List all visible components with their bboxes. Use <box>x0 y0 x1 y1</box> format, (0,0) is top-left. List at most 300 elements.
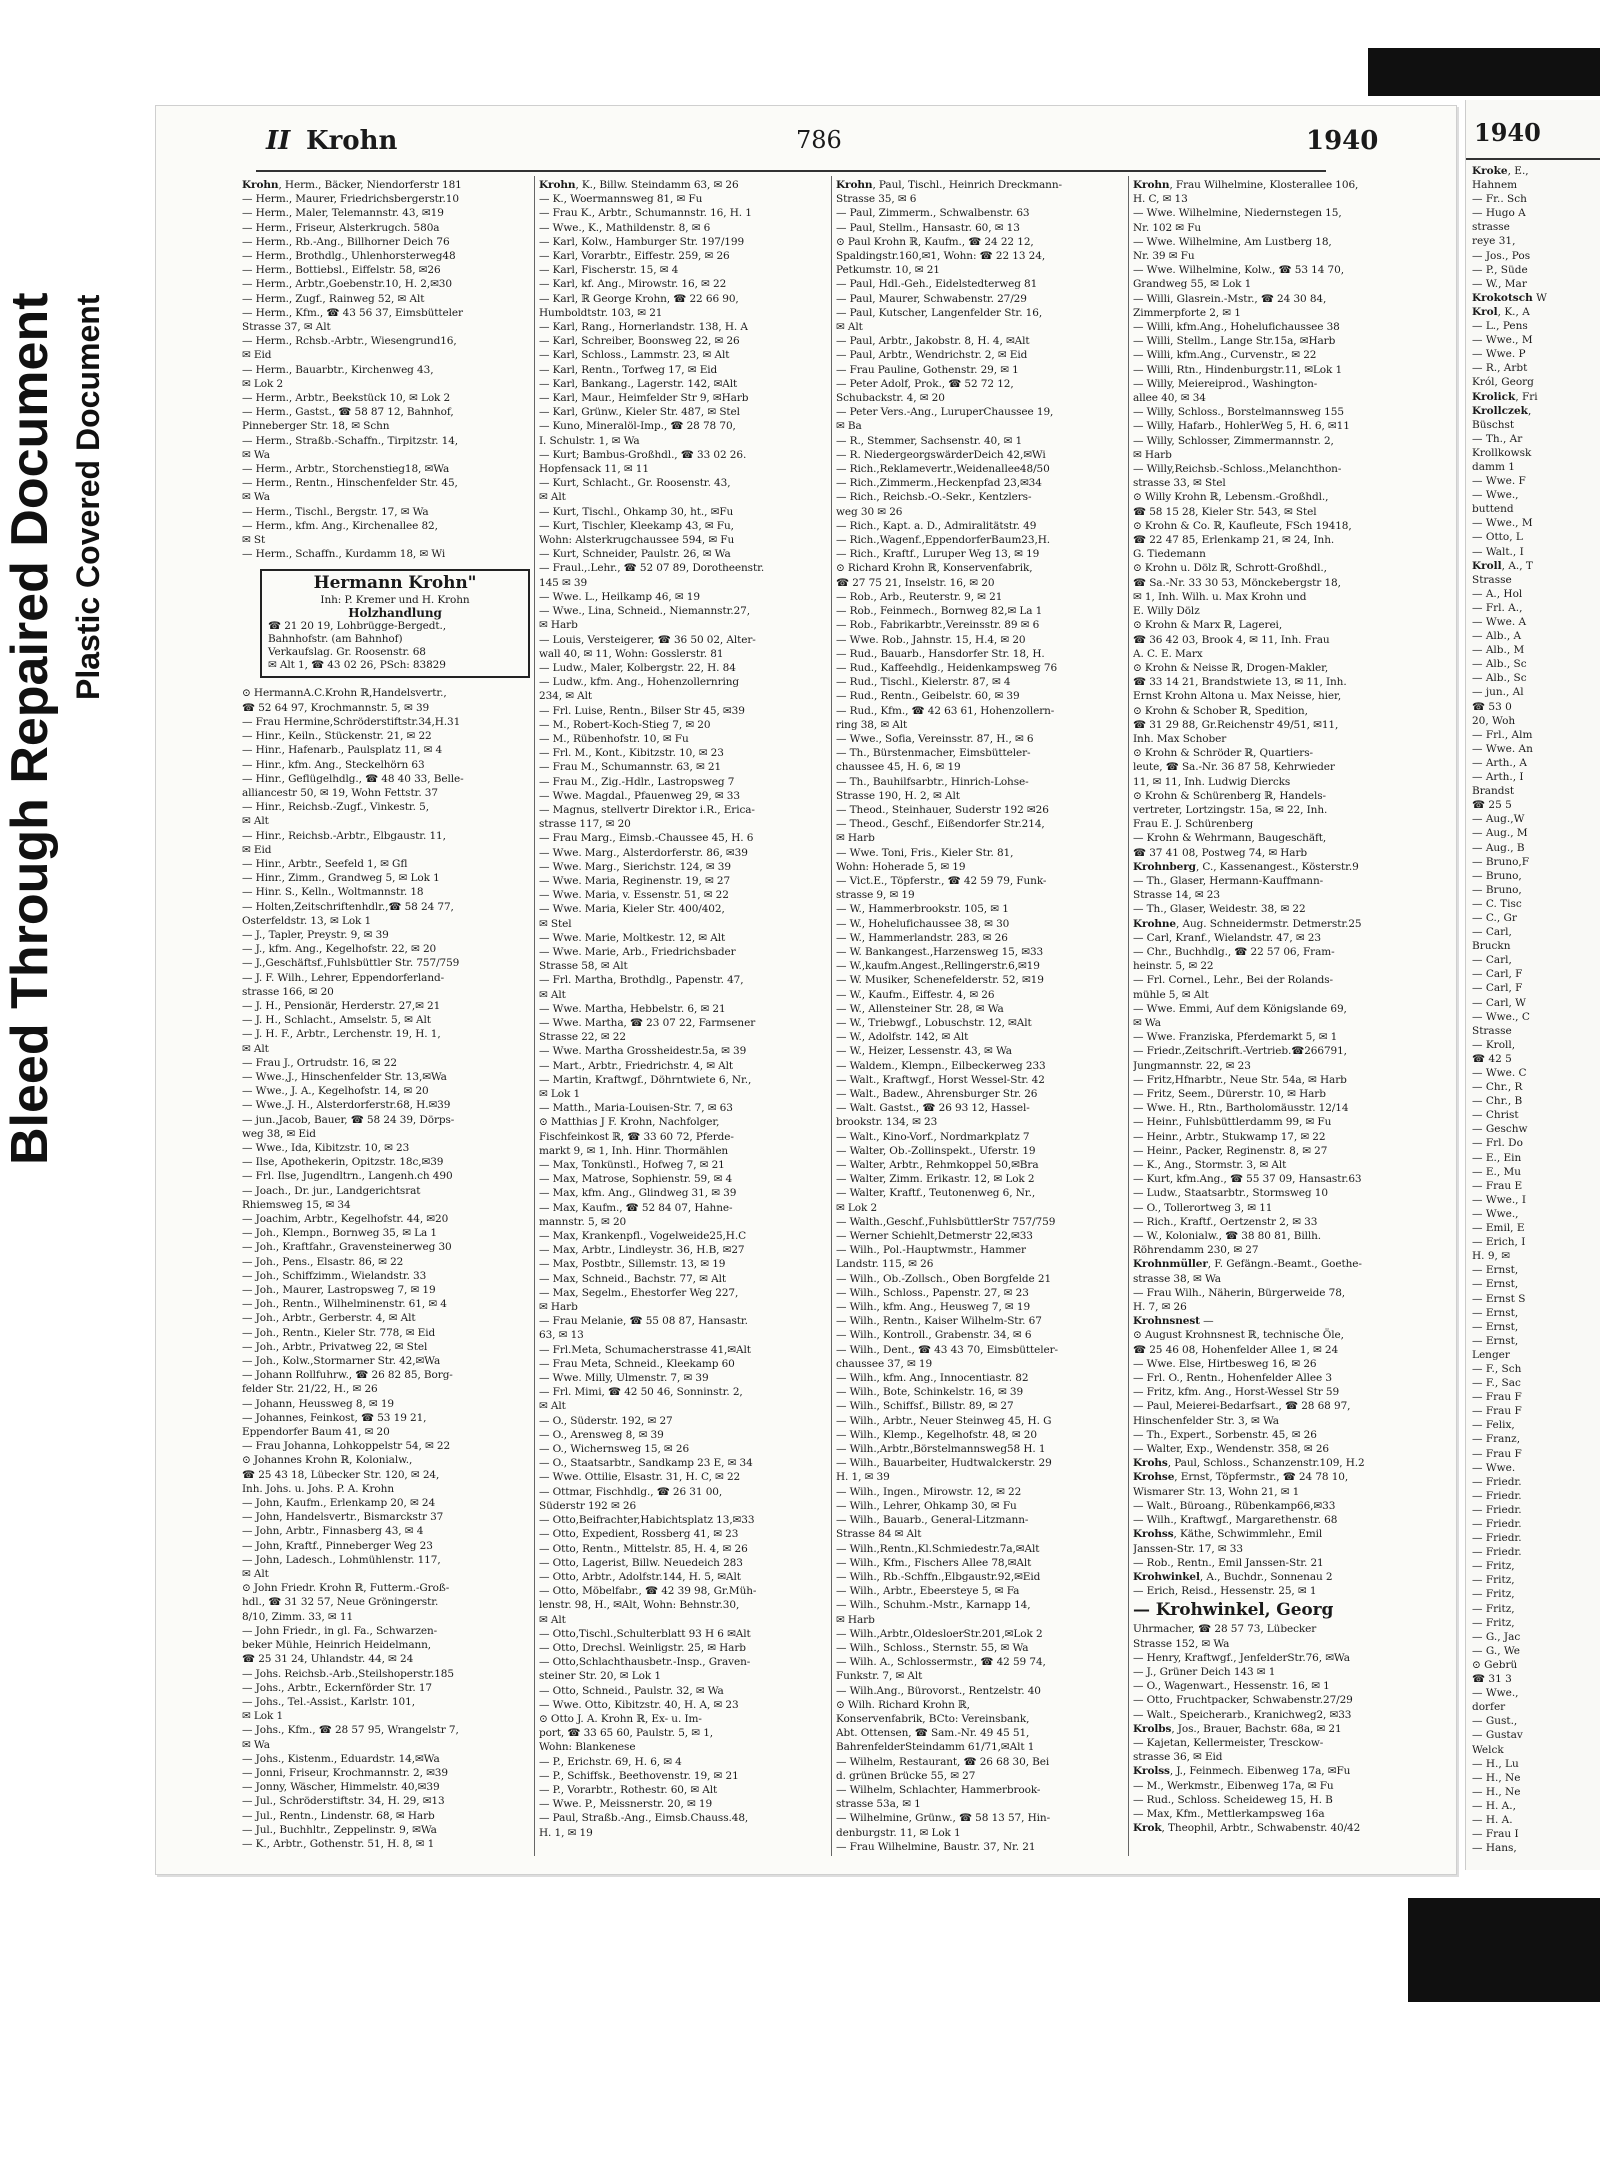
directory-entry: — Rich., Kraftf., Luruper Weg 13, ✉ 19 <box>836 548 1040 561</box>
directory-entry: — John, Kraftf., Pinneberger Weg 23 <box>242 1539 433 1552</box>
directory-entry: ⊙ Krohn & Schürenberg ℝ, Handels- <box>1133 789 1326 802</box>
directory-entry: — J. H., Pensionär, Herderstr. 27,✉ 21 <box>242 999 441 1012</box>
directory-entry: E. Willy Dölz <box>1133 605 1200 618</box>
directory-entry: ✉ Alt <box>242 815 269 828</box>
directory-entry: Wohn: Blankenese <box>539 1741 636 1754</box>
directory-entry: — Herm., Rchsb.-Arbtr., Wiesengrund16, <box>242 335 457 348</box>
directory-entry: — Max, Kfm., Mettlerkampsweg 16a <box>1133 1807 1325 1820</box>
directory-entry: Wohn: Hoherade 5, ✉ 19 <box>836 860 966 873</box>
directory-entry: Strasse 37, ✉ Alt <box>242 321 331 334</box>
directory-entry: — Mart., Arbtr., Friedrichstr. 4, ✉ Alt <box>539 1059 734 1072</box>
directory-entry: — Johs., Kfm., ☎ 28 57 95, Wrangelstr 7, <box>242 1724 459 1737</box>
adjacent-entry: — Alb., A <box>1472 630 1522 643</box>
directory-entry: — Max, Segelm., Ehestorfer Weg 227, <box>539 1286 739 1299</box>
directory-entry: — Herm., Arbtr., Beekstück 10, ✉ Lok 2 <box>242 392 451 405</box>
directory-entry: Osterfeldstr. 13, ✉ Lok 1 <box>242 914 372 927</box>
directory-entry: — Rich.,Reklamevertr.,Weidenallee48/50 <box>836 463 1050 476</box>
directory-entry: — Louis, Versteigerer, ☎ 36 50 02, Alter- <box>539 633 756 646</box>
directory-entry: ⊙ Krohn & Marx ℝ, Lagerei, <box>1133 619 1283 632</box>
directory-entry: ✉ St <box>242 534 266 547</box>
directory-column-2 <box>539 178 831 1868</box>
adjacent-entry: — Fritz, <box>1472 1560 1515 1573</box>
directory-entry: — Ottmar, Fischhdlg., ☎ 26 31 00, <box>539 1485 723 1498</box>
directory-entry: — Hinr., Reichsb.-Zugf., Vinkestr. 5, <box>242 801 429 814</box>
directory-entry: — Kurt, kfm.Ang., ☎ 55 37 09, Hansastr.63 <box>1133 1173 1362 1186</box>
directory-entry: — Max, Krankenpfl., Vogelweide25,H.C <box>539 1230 747 1243</box>
adjacent-entry: H. 9, ✉ <box>1472 1250 1510 1263</box>
directory-entry: Rhiemsweg 15, ✉ 34 <box>242 1198 351 1211</box>
directory-entry: — Wwe. Franziska, Pferdemarkt 5, ✉ 1 <box>1133 1031 1338 1044</box>
directory-entry: — W., Triebwgf., Lobuschstr. 12, ✉Alt <box>836 1016 1032 1029</box>
directory-entry: — Chr., Buchhdlg., ☎ 22 57 06, Fram- <box>1133 945 1335 958</box>
directory-entry: — Willi, Glasrein.-Mstr., ☎ 24 30 84, <box>1133 292 1327 305</box>
directory-entry: ⊙ August Krohnsnest ℝ, technische Öle, <box>1133 1329 1344 1342</box>
directory-entry: — Hinr., Geflügelhdlg., ☎ 48 40 33, Belle- <box>242 772 464 785</box>
directory-entry: — Hinr. S., Kelln., Woltmannstr. 18 <box>242 886 424 899</box>
directory-entry: — Th., Bauhilfsarbtr., Hinrich-Lohse- <box>836 775 1029 788</box>
directory-entry: — Joh., Klempn., Bornweg 35, ✉ La 1 <box>242 1227 438 1240</box>
directory-entry: — Walter, Exp., Wendenstr. 358, ✉ 26 <box>1133 1443 1330 1456</box>
adjacent-entry: — Gustav <box>1472 1729 1523 1742</box>
directory-entry: — Wilh., Bote, Schinkelstr. 16, ✉ 39 <box>836 1386 1024 1399</box>
directory-entry: — Frl. Luise, Rentn., Bilser Str 45, ✉39 <box>539 704 745 717</box>
directory-entry: — Karl, Schreiber, Boonsweg 22, ✉ 26 <box>539 335 740 348</box>
directory-entry: — Wilh., Schloss., Papenstr. 27, ✉ 23 <box>836 1286 1029 1299</box>
directory-entry: — Theod., Geschf., Eißendorfer Str.214, <box>836 818 1045 831</box>
directory-entry: — Ludw., Staatsarbtr., Stormsweg 10 <box>1133 1187 1328 1200</box>
directory-entry: — Rob., Rentn., Emil Janssen-Str. 21 <box>1133 1556 1324 1569</box>
adjacent-entry: — Friedr. <box>1472 1489 1522 1502</box>
adjacent-entry: — Chr., B <box>1472 1095 1523 1108</box>
directory-entry: — J.,Geschäftsf.,Fuhlsbüttler Str. 757/759 <box>242 957 460 970</box>
directory-entry: — Herm., Kfm., ☎ 43 56 37, Eimsbütteler <box>242 306 463 319</box>
directory-entry: — jun.,Jacob, Bauer, ☎ 58 24 39, Dörps- <box>242 1113 455 1126</box>
directory-entry: denburgstr. 11, ✉ Lok 1 <box>836 1826 961 1839</box>
directory-entry: — Herm., Bottiebsl., Eiffelstr. 58, ✉26 <box>242 264 441 277</box>
directory-entry: ⊙ Wilh. Richard Krohn ℝ, <box>836 1698 970 1711</box>
directory-entry: — Frl. Mimi, ☎ 42 50 46, Sonninstr. 2, <box>539 1386 743 1399</box>
directory-entry: — Karl, Vorarbtr., Eiffestr. 259, ✉ 26 <box>539 250 730 263</box>
directory-entry: 8/10, Zimm. 33, ✉ 11 <box>242 1610 354 1623</box>
directory-entry: Schubackstr. 4, ✉ 20 <box>836 392 945 405</box>
directory-entry: — Herm., Bauarbtr., Kirchenweg 43, <box>242 363 434 376</box>
directory-entry: — Frau M., Zig.-Hdlr., Lastropsweg 7 <box>539 775 735 788</box>
adjacent-entry: — E., Mu <box>1472 1165 1522 1178</box>
adjacent-entry: — Friedr. <box>1472 1546 1522 1559</box>
adjacent-entry: — Frl., Alm <box>1472 728 1533 741</box>
directory-entry: — Jul., Buchhltr., Zeppelinstr. 9, ✉Wa <box>242 1823 437 1836</box>
directory-entry: — Herm., Maler, Telemannstr. 43, ✉19 <box>242 207 444 220</box>
adjacent-page-strip <box>1465 100 1600 1870</box>
directory-entry: — Hinr., Keiln., Stückenstr. 21, ✉ 22 <box>242 730 432 743</box>
directory-entry: — Wwe., Sofia, Vereinsstr. 87, H., ✉ 6 <box>836 732 1034 745</box>
directory-entry: — Carl, Kranf., Wielandstr. 47, ✉ 23 <box>1133 931 1321 944</box>
directory-entry: — Wilh., Rentn., Kaiser Wilhelm-Str. 67 <box>836 1315 1042 1328</box>
directory-entry: — Kajetan, Kellermeister, Tresckow- <box>1133 1736 1324 1749</box>
directory-entry: — Willy, Meiereiprod., Washington- <box>1133 377 1318 390</box>
directory-entry: — Wilh., Rb.-Schffn.,Elbgaustr.92,✉Eid <box>836 1570 1041 1583</box>
adjacent-entry: — Fritz, <box>1472 1574 1515 1587</box>
directory-entry: — Max, Postbtr., Sillemstr. 13, ✉ 19 <box>539 1258 726 1271</box>
directory-entry: — Paul, Hdl.-Geh., Eidelstedterweg 81 <box>836 278 1038 291</box>
adjacent-entry: — Frau F <box>1472 1391 1522 1404</box>
directory-entry: — Joh., Schiffzimm., Wielandstr. 33 <box>242 1269 427 1282</box>
directory-entry: — Rud., Bauarb., Hansdorfer Str. 18, H. <box>836 647 1045 660</box>
adjacent-entry: Hahnem <box>1472 179 1518 192</box>
directory-entry: — Karl, Rentn., Torfweg 17, ✉ Eid <box>539 363 718 376</box>
directory-entry: — Martin, Kraftwgf., Döhrntwiete 6, Nr., <box>539 1073 752 1086</box>
directory-entry: ✉ Eid <box>242 843 272 856</box>
directory-entry: ✉ Alt <box>539 1400 566 1413</box>
directory-entry: — Wwe. L., Heilkamp 46, ✉ 19 <box>539 590 700 603</box>
directory-entry: — Wwe. Wilhelmine, Niedernstegen 15, <box>1133 207 1342 220</box>
directory-entry: Strasse 190, H. 2, ✉ Alt <box>836 789 960 802</box>
directory-entry: — Wilh., Kfm., Fischers Allee 78,✉Alt <box>836 1556 1032 1569</box>
directory-entry: — Frl. M., Kont., Kibitzstr. 10, ✉ 23 <box>539 747 724 760</box>
directory-entry: ⊙ Paul Krohn ℝ, Kaufm., ☎ 24 22 12, <box>836 235 1034 248</box>
directory-entry: Inh. Johs. u. Johs. P. A. Krohn <box>242 1482 394 1495</box>
directory-entry: — W., Hammerbrookstr. 105, ✉ 1 <box>836 903 1009 916</box>
directory-entry: Krohss, Käthe, Schwimmlehr., Emil <box>1133 1528 1323 1541</box>
directory-entry: ☎ Sa.-Nr. 33 30 53, Mönckebergstr 18, <box>1133 576 1341 589</box>
adjacent-entry: — Aug.,W <box>1472 813 1525 826</box>
directory-entry: — Henry, Kraftwgf., JenfelderStr.76, ✉Wa <box>1133 1651 1350 1664</box>
directory-entry: — Max, kfm. Ang., Glindweg 31, ✉ 39 <box>539 1187 737 1200</box>
directory-entry: — Fritz, kfm. Ang., Horst-Wessel Str 59 <box>1133 1386 1340 1399</box>
directory-entry: ⊙ Otto J. A. Krohn ℝ, Ex- u. Im- <box>539 1712 702 1725</box>
directory-entry: — John, Ladesch., Lohmühlenstr. 117, <box>242 1553 441 1566</box>
adjacent-entry: — Friedr. <box>1472 1532 1522 1545</box>
directory-entry: — P., Vorarbtr., Rothestr. 60, ✉ Alt <box>539 1783 718 1796</box>
directory-entry: — Theod., Steinhauer, Suderstr 192 ✉26 <box>836 803 1049 816</box>
directory-entry: 63, ✉ 13 <box>539 1329 584 1342</box>
directory-entry: Krohn, Paul, Tischl., Heinrich Dreckmann- <box>836 179 1062 191</box>
directory-entry: leute, ☎ Sa.-Nr. 36 87 58, Kehrwieder <box>1133 761 1335 774</box>
adjacent-entry: Brandst <box>1472 785 1515 798</box>
directory-entry: — Herm., Rentn., Hinschenfelder Str. 45, <box>242 477 458 490</box>
adjacent-entry: — F., Sch <box>1472 1362 1522 1375</box>
directory-entry: ⊙ Krohn & Neisse ℝ, Drogen-Makler, <box>1133 661 1329 674</box>
adjacent-entry: — Alb., Sc <box>1472 658 1527 671</box>
directory-entry: — Otto, Möbelfabr., ☎ 42 39 98, Gr.Müh- <box>539 1585 757 1598</box>
directory-entry: — Johannes, Feinkost, ☎ 53 19 21, <box>242 1411 427 1424</box>
directory-entry: — Walt., Badew., Ahrensburger Str. 26 <box>836 1088 1038 1100</box>
adjacent-entry: Krolick, Fri <box>1472 390 1538 403</box>
directory-entry: ✉ Stel <box>539 917 572 930</box>
directory-entry: — Otto,Schlachthausbetr.-Insp., Graven- <box>539 1656 751 1669</box>
directory-entry: — Wilh., Kontroll., Grabenstr. 34, ✉ 6 <box>836 1329 1032 1342</box>
directory-entry: Krohs, Paul, Schloss., Schanzenstr.109, H.2 <box>1133 1457 1365 1470</box>
directory-entry: — Wilh., Ingen., Mirowstr. 12, ✉ 22 <box>836 1485 1022 1498</box>
directory-entry: ✉ Wa <box>1133 1016 1161 1029</box>
directory-entry: ⊙ Johannes Krohn ℝ, Kolonialw., <box>242 1454 413 1467</box>
directory-entry: — Wwe. Rob., Jahnstr. 15, H.4, ✉ 20 <box>836 633 1026 646</box>
column-divider <box>534 176 535 1856</box>
directory-entry: — Wwe. Milly, Ulmenstr. 7, ✉ 39 <box>539 1372 709 1385</box>
directory-entry: — Wwe.,J. H., Alsterdorferstr.68, H.✉39 <box>242 1099 451 1112</box>
directory-entry: — Paul, Stellm., Hansastr. 60, ✉ 13 <box>836 221 1020 234</box>
directory-entry: 145 ✉ 39 <box>539 576 588 589</box>
directory-entry: — Paul, Maurer, Schwabenstr. 27/29 <box>836 292 1027 305</box>
adjacent-entry: — Alb., M <box>1472 644 1525 657</box>
directory-entry: H. C, ✉ 13 <box>1133 193 1188 206</box>
directory-entry: — K., Ang., Stormstr. 3, ✉ Alt <box>1133 1159 1287 1172</box>
directory-entry: — Willi, Stellm., Lange Str.15a, ✉Harb <box>1133 335 1336 348</box>
directory-entry: — Erich, Reisd., Hessenstr. 25, ✉ 1 <box>1133 1585 1317 1598</box>
directory-entry: — Herm., Gastst., ☎ 58 87 12, Bahnhof, <box>242 406 454 419</box>
directory-entry: — Th., Glaser, Hermann-Kauffmann- <box>1133 874 1324 887</box>
directory-entry: — Wwe.,J., Hinschenfelder Str. 13,✉Wa <box>242 1070 447 1083</box>
directory-entry: — Jul., Schröderstiftstr. 34, H. 29, ✉13 <box>242 1795 445 1808</box>
directory-entry: Krohwinkel, A., Buchdr., Sonnenau 2 <box>1133 1570 1333 1583</box>
adjacent-entry: — Ernst, <box>1472 1278 1519 1291</box>
directory-entry: strasse 38, ✉ Wa <box>1133 1272 1221 1285</box>
directory-entry: — Hinr., kfm. Ang., Steckelhörn 63 <box>242 758 425 771</box>
directory-entry: Ernst Krohn Altona u. Max Neisse, hier, <box>1133 690 1342 703</box>
directory-entry: ⊙ John Friedr. Krohn ℝ, Futterm.-Groß- <box>242 1582 450 1595</box>
directory-entry: — Wwe. Ottilie, Elsastr. 31, H. C, ✉ 22 <box>539 1471 741 1484</box>
directory-entry: ✉ Alt <box>836 321 863 334</box>
directory-entry: — Willy,Reichsb.-Schloss.,Melanchthon- <box>1133 463 1342 476</box>
directory-entry: — W., Heizer, Lessenstr. 43, ✉ Wa <box>836 1045 1012 1058</box>
directory-entry: — Hinr., Hafenarb., Paulsplatz 11, ✉ 4 <box>242 744 443 757</box>
directory-entry: — Rud., Tischl., Kielerstr. 87, ✉ 4 <box>836 676 1011 689</box>
directory-entry: ✉ Harb <box>539 619 578 632</box>
directory-entry: — Karl, Fischerstr. 15, ✉ 4 <box>539 264 679 277</box>
directory-entry: port, ☎ 33 65 60, Paulstr. 5, ✉ 1, <box>539 1727 714 1740</box>
adjacent-entry: — Wwe., <box>1472 489 1519 502</box>
directory-entry: — Paul, Meierei-Bedarfsart., ☎ 28 68 97, <box>1133 1400 1351 1413</box>
directory-entry: — Max, Matrose, Sophienstr. 59, ✉ 4 <box>539 1173 733 1186</box>
directory-entry: ☎ 37 41 08, Postweg 74, ✉ Harb <box>1133 846 1308 859</box>
directory-entry: — Paul, Kutscher, Langenfelder Str. 16, <box>836 306 1043 319</box>
directory-entry: H. 7, ✉ 26 <box>1133 1301 1187 1314</box>
directory-entry: ✉ Harb <box>539 1301 578 1314</box>
directory-entry: Pinneberger Str. 18, ✉ Schn <box>242 420 390 433</box>
directory-entry: — Wwe. Marie, Moltkestr. 12, ✉ Alt <box>539 931 726 944</box>
adjacent-entry: Büschst <box>1472 418 1515 431</box>
directory-entry: Jungmannstr. 22, ✉ 23 <box>1133 1059 1251 1072</box>
directory-entry: strasse 33, ✉ Stel <box>1133 477 1226 490</box>
adjacent-entry: — Ernst, <box>1472 1334 1519 1347</box>
directory-entry: — Wwe. Maria, Reginenstr. 19, ✉ 27 <box>539 874 731 887</box>
directory-entry: strasse 9, ✉ 19 <box>836 889 915 902</box>
directory-entry: Strasse 35, ✉ 6 <box>836 193 917 206</box>
directory-entry: — R., Stemmer, Sachsenstr. 40, ✉ 1 <box>836 434 1023 447</box>
directory-entry: chaussee 45, H. 6, ✉ 19 <box>836 761 961 774</box>
directory-entry: ✉ Ba <box>836 420 862 433</box>
directory-entry: — Rud., Kaffeehdlg., Heidenkampsweg 76 <box>836 661 1058 674</box>
adjacent-entry: — C., Gr <box>1472 911 1517 924</box>
directory-entry: — Joh., Rentn., Kieler Str. 778, ✉ Eid <box>242 1326 436 1339</box>
directory-entry: — Wilh., Lehrer, Ohkamp 30, ✉ Fu <box>836 1499 1017 1512</box>
adjacent-entry: — Aug., M <box>1472 827 1528 840</box>
directory-entry: — O., Arensweg 8, ✉ 39 <box>539 1428 664 1441</box>
directory-entry: Hopfensack 11, ✉ 11 <box>539 463 649 476</box>
directory-entry: — Jonny, Wäscher, Himmelstr. 40,✉39 <box>242 1781 440 1794</box>
directory-entry: ✉ Harb <box>836 1613 875 1626</box>
adjacent-entry: — Felix, <box>1472 1419 1515 1432</box>
directory-entry: — O., Staatsarbtr., Sandkamp 23 E, ✉ 34 <box>539 1457 753 1470</box>
directory-entry: ✉ Wa <box>242 491 270 504</box>
directory-entry: H. 1, ✉ 19 <box>539 1826 593 1839</box>
directory-entry: strasse 166, ✉ 20 <box>242 985 334 998</box>
directory-entry: — Frau M., Schumannstr. 63, ✉ 21 <box>539 761 722 774</box>
adjacent-entry: — Wwe. An <box>1472 742 1533 755</box>
adjacent-entry: Strasse <box>1472 1024 1512 1037</box>
directory-entry: — Walth.,Geschf.,FuhlsbüttlerStr 757/759 <box>836 1215 1056 1228</box>
directory-entry: — John, Handelsvertr., Bismarckstr 37 <box>242 1511 444 1524</box>
directory-entry: — Frau Wilh., Näherin, Bürgerweide 78, <box>1133 1286 1346 1299</box>
directory-entry: strasse 53a, ✉ 1 <box>836 1798 921 1811</box>
adjacent-entry: — H., Ne <box>1472 1771 1521 1784</box>
directory-entry: ☎ 27 75 21, Inselstr. 16, ✉ 20 <box>836 576 995 589</box>
directory-entry: — Rich., Kapt. a. D., Admiralitätstr. 49 <box>836 519 1037 532</box>
adjacent-entry: — Aug., B <box>1472 841 1525 854</box>
directory-entry: — Wilh., Klemp., Kegelhofstr. 48, ✉ 20 <box>836 1428 1037 1441</box>
page-number: 786 <box>796 126 842 154</box>
directory-entry: — Waldem., Klempn., Eilbeckerweg 233 <box>836 1059 1046 1072</box>
directory-entry: — W., Allensteiner Str. 28, ✉ Wa <box>836 1002 1004 1015</box>
directory-entry: — Wwe. Maria, v. Essenstr. 51, ✉ 22 <box>539 889 729 902</box>
directory-entry: — Kurt, Tischl., Ohkamp 30, ht., ✉Fu <box>539 505 734 518</box>
ad-owners: Inh: P. Kremer und H. Krohn <box>320 594 470 607</box>
directory-entry: 234, ✉ Alt <box>539 690 593 703</box>
adjacent-entry: ☎ 25 5 <box>1472 799 1512 812</box>
directory-entry: — Frau Pauline, Gothenstr. 29, ✉ 1 <box>836 363 1019 376</box>
directory-entry: — W., Kaufm., Eiffestr. 4, ✉ 26 <box>836 988 995 1001</box>
directory-entry: allee 40, ✉ 34 <box>1133 392 1206 405</box>
directory-entry: — Max, Schneid., Bachstr. 77, ✉ Alt <box>539 1272 726 1285</box>
directory-entry: — Karl, Bankang., Lagerstr. 142, ✉Alt <box>539 377 738 390</box>
directory-entry: — John, Arbtr., Finnasberg 43, ✉ 4 <box>242 1525 424 1538</box>
directory-entry: — O., Süderstr. 192, ✉ 27 <box>539 1414 673 1427</box>
directory-entry: — Willy, Schloss., Borstelmannsweg 155 <box>1133 406 1344 419</box>
directory-entry: — Krohn & Wehrmann, Baugeschäft, <box>1133 832 1327 845</box>
directory-entry: ⊙ Matthias J F. Krohn, Nachfolger, <box>539 1116 720 1129</box>
adjacent-entry: — Walt., I <box>1472 545 1524 558</box>
directory-entry: — Frl. Ilse, Jugendltrn., Langenh.ch 490 <box>242 1170 453 1183</box>
directory-entry: — Otto, Schneid., Paulstr. 32, ✉ Wa <box>539 1684 724 1697</box>
directory-entry: — Willi, Rtn., Hindenburgstr.11, ✉Lok 1 <box>1133 363 1343 376</box>
directory-entry: Süderstr 192 ✉ 26 <box>539 1499 637 1512</box>
adjacent-entry: Lenger <box>1472 1348 1510 1361</box>
directory-entry: — Th., Glaser, Weidestr. 38, ✉ 22 <box>1133 903 1306 916</box>
directory-entry: — Rud., Kfm., ☎ 42 63 61, Hohenzollern- <box>836 704 1055 717</box>
directory-entry: ⊙ Richard Krohn ℝ, Konservenfabrik, <box>836 562 1033 575</box>
directory-entry: ☎ 36 42 03, Brook 4, ✉ 11, Inh. Frau <box>1133 633 1330 646</box>
directory-entry: — Wilh.,Rentn.,Kl.Schmiedestr.7a,✉Alt <box>836 1542 1040 1555</box>
adjacent-entry: — Fritz, <box>1472 1616 1515 1629</box>
directory-entry: markt 9, ✉ 1, Inh. Hinr. Thormählen <box>539 1144 729 1157</box>
adjacent-page-year: 1940 <box>1474 118 1541 147</box>
directory-entry: ☎ 52 64 97, Krochmannstr. 5, ✉ 39 <box>242 701 430 714</box>
directory-entry: wall 40, ✉ 11, Wohn: Gosslerstr. 81 <box>539 647 724 660</box>
directory-entry: ✉ 1, Inh. Wilh. u. Max Krohn und <box>1133 590 1307 603</box>
directory-entry: — Wilh., Arbtr., Neuer Steinweg 45, H. G <box>836 1414 1052 1427</box>
directory-entry: — W., Adolfstr. 142, ✉ Alt <box>836 1031 969 1044</box>
directory-entry: — Wwe. Wilhelmine, Kolw., ☎ 53 14 70, <box>1133 264 1344 277</box>
directory-entry: ✉ Alt <box>242 1042 269 1055</box>
directory-entry: Krohnmüller, F. Gefängn.-Beamt., Goethe- <box>1133 1258 1362 1271</box>
directory-entry: ✉ Lok 2 <box>242 377 284 390</box>
adjacent-entry: — Wwe. A <box>1472 616 1527 628</box>
directory-entry: — O., Wichernsweg 15, ✉ 26 <box>539 1443 690 1456</box>
adjacent-entry: strasse <box>1472 221 1510 234</box>
directory-entry: — Wilhelm, Restaurant, ☎ 26 68 30, Bei <box>836 1755 1050 1768</box>
directory-entry: Nr. 39 ✉ Fu <box>1133 250 1195 263</box>
directory-entry: — Frau Meta, Schneid., Kleekamp 60 <box>539 1357 735 1370</box>
directory-entry: Strasse 84 ✉ Alt <box>836 1528 922 1541</box>
directory-entry: — Willy, Hafarb., HohlerWeg 5, H. 6, ✉11 <box>1133 420 1350 433</box>
directory-entry: — Herm., Arbtr.,Goebenstr.10, H. 2,✉30 <box>242 278 452 291</box>
directory-entry: ✉ Alt <box>242 1568 269 1581</box>
directory-entry: — Wilh., Schuhm.-Mstr., Karnapp 14, <box>836 1599 1031 1612</box>
directory-entry: — Wwe. Toni, Fris., Kieler Str. 81, <box>836 846 1014 859</box>
directory-entry: — Fraul.,.Lehr., ☎ 52 07 89, Dorotheenstr. <box>539 562 765 575</box>
adjacent-entry: — H. A. <box>1472 1813 1513 1826</box>
directory-entry: Nr. 102 ✉ Fu <box>1133 221 1202 234</box>
directory-entry: ☎ 31 29 88, Gr.Reichenstr 49/51, ✉11, <box>1133 718 1339 731</box>
directory-entry: — Joachim, Arbtr., Kegelhofstr. 44, ✉20 <box>242 1213 449 1225</box>
directory-entry: mannstr. 5, ✉ 20 <box>539 1215 627 1228</box>
directory-entry: — Willy, Schlosser, Zimmermannstr. 2, <box>1133 434 1334 447</box>
directory-entry: — Joh., Maurer, Lastropsweg 7, ✉ 19 <box>242 1284 436 1297</box>
directory-entry: Wohn: Alsterkrugchaussee 594, ✉ Fu <box>539 534 735 547</box>
directory-entry: — M., Rübenhofstr. 10, ✉ Fu <box>539 732 689 745</box>
directory-entry: ✉ Alt <box>539 988 566 1001</box>
directory-entry: vertreter, Lortzingstr. 15a, ✉ 22, Inh. <box>1133 803 1328 816</box>
directory-entry: — M., Robert-Koch-Stieg 7, ✉ 20 <box>539 718 711 731</box>
directory-entry: Strasse 58, ✉ Alt <box>539 960 628 973</box>
adjacent-entry: Krol, K., A <box>1472 305 1530 318</box>
banner-entry: — Krohwinkel, Georg <box>1133 1600 1334 1621</box>
directory-entry: — Wilh., Bauarbeiter, Hudtwalckerstr. 29 <box>836 1457 1052 1470</box>
directory-entry: mühle 5, ✉ Alt <box>1133 988 1209 1001</box>
adjacent-entry: Krollczek, <box>1472 404 1532 417</box>
adjacent-entry: Strasse <box>1472 573 1512 586</box>
directory-entry: — Wilhelmine, Grünw., ☎ 58 13 57, Hin- <box>836 1812 1051 1825</box>
directory-entry: — Max, Kaufm., ☎ 52 84 07, Hahne- <box>539 1201 733 1214</box>
directory-entry: — J. F. Wilh., Lehrer, Eppendorferland- <box>242 971 445 984</box>
adjacent-entry: — W., Mar <box>1472 277 1527 290</box>
directory-entry: — Wilh., kfm. Ang., Heusweg 7, ✉ 19 <box>836 1301 1031 1314</box>
adjacent-entry: — Wwe. C <box>1472 1067 1527 1079</box>
directory-entry: — Kuno, Mineralöl-Imp., ☎ 28 78 70, <box>539 420 736 433</box>
directory-entry: Hinschenfelder Str. 3, ✉ Wa <box>1133 1414 1279 1427</box>
adjacent-entry: — Friedr. <box>1472 1475 1522 1488</box>
directory-entry: Uhrmacher, ☎ 28 57 73, Lübecker <box>1133 1623 1317 1636</box>
directory-entry: — W., Hohelufichaussee 38, ✉ 30 <box>836 917 1010 930</box>
directory-entry: Strasse 152, ✉ Wa <box>1133 1637 1230 1650</box>
directory-entry: — Fritz,Hfnarbtr., Neue Str. 54a, ✉ Harb <box>1133 1073 1347 1086</box>
adjacent-entry: — Frl. A., <box>1472 601 1523 614</box>
directory-entry: — Wwe. Emmi, Auf dem Königslande 69, <box>1133 1002 1347 1015</box>
directory-entry: Grandweg 55, ✉ Lok 1 <box>1133 278 1252 291</box>
directory-entry: chaussee 37, ✉ 19 <box>836 1357 933 1370</box>
black-corner-block-top <box>1368 48 1600 96</box>
adjacent-entry: — Fritz, <box>1472 1602 1515 1615</box>
directory-entry: — Hinr., Zimm., Grandweg 5, ✉ Lok 1 <box>242 872 440 885</box>
directory-entry: — Otto, Rentn., Mittelstr. 85, H. 4, ✉ 26 <box>539 1542 748 1555</box>
adjacent-entry: — Bruno,F <box>1472 855 1530 868</box>
directory-entry: Krohn, K., Billw. Steindamm 63, ✉ 26 <box>539 179 739 191</box>
directory-entry: — Herm., Arbtr., Storchenstieg18, ✉Wa <box>242 463 450 476</box>
directory-entry: lenstr. 98, H., ✉Alt, Wohn: Behnstr.30, <box>539 1599 740 1612</box>
directory-entry: Landstr. 115, ✉ 26 <box>836 1258 934 1271</box>
directory-entry: — Walt., Kraftwgf., Horst Wessel-Str. 42 <box>836 1073 1045 1086</box>
directory-entry: — Karl, Schloss., Lammstr. 23, ✉ Alt <box>539 349 730 362</box>
